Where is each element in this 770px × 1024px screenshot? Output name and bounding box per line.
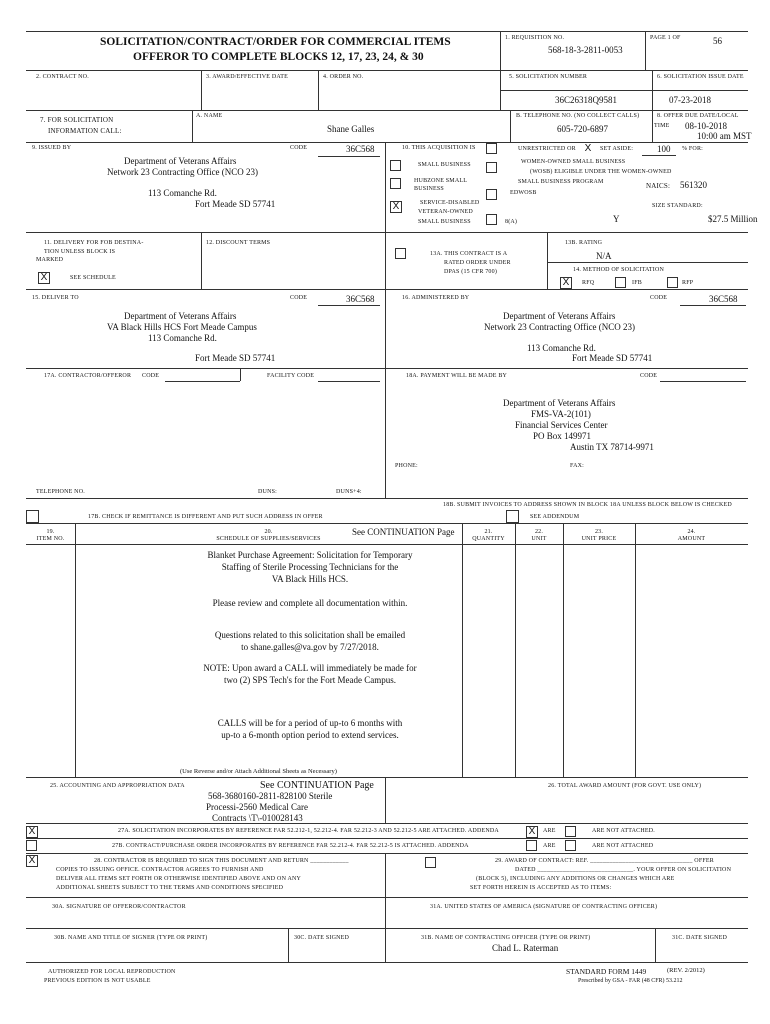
hubzone-checkbox[interactable] [390,178,401,189]
telephone-value: 605-720-6897 [557,124,608,134]
issued-line1: Department of Veterans Affairs [124,156,237,166]
offer-due-label: 8. OFFER DUE DATE/LOCAL [657,113,739,119]
remittance-checkbox[interactable] [26,510,39,523]
edwosb-checkbox[interactable] [486,189,497,200]
delivery-label-2: TION UNLESS BLOCK IS [44,249,116,255]
clause-28-line1: 28. CONTRACTOR IS REQUIRED TO SIGN THIS DOCUMENT AND RETURN ____________ [94,858,349,864]
clause-29-line1: 29. AWARD OF CONTRACT: REF. ________________________________ OFFER [495,858,714,864]
page-label: PAGE 1 OF [650,35,681,41]
clause-27b-are-checkbox[interactable] [526,840,537,851]
clause-28-line2: COPIES TO ISSUING OFFICE. CONTRACTOR AGREES TO FURNISH AND [56,867,264,873]
size-standard-label: SIZE STANDARD: [652,203,703,209]
contact-name: Shane Galles [327,124,375,134]
sdvosb-label-3: SMALL BUSINESS [418,219,471,225]
payment-line1: Department of Veterans Affairs [503,398,616,408]
clause-27b-are-not-checkbox[interactable] [565,840,576,851]
for-solicitation-label: 7. FOR SOLICITATION [40,116,114,124]
ifb-label: IFB [632,280,642,286]
requisition-label: 1. REQUISITION NO. [505,35,565,41]
method-label: 14. METHOD OF SOLICITATION [573,267,665,273]
clause-27a-are-checkbox[interactable]: X [526,826,538,838]
issued-code-label: CODE [290,145,308,151]
co-name-label: 31B. NAME OF CONTRACTING OFFICER (TYPE OR PRINT) [421,935,591,941]
col-unit-price-num: 23. [594,529,604,535]
col-unit-label: UNIT [531,536,547,542]
deliver-line3: 113 Comanche Rd. [148,333,217,343]
admin-code-value: 36C568 [709,294,738,304]
issued-line4: Fort Meade SD 57741 [195,199,276,209]
signature-co-label: 31A. UNITED STATES OF AMERICA (SIGNATURE OF CONTRACTING OFFICER) [430,904,658,910]
payment-label: 18A. PAYMENT WILL BE MADE BY [406,373,508,379]
ifb-checkbox[interactable] [615,277,626,288]
payment-line3: Financial Services Center [515,420,608,430]
clause-27b-text: 27B. CONTRACT/PURCHASE ORDER INCORPORATES BY REFERENCE FAR 52.212-4. FAR 52.212-5 IS ATTACHED. ADDENDA [112,843,469,849]
see-addendum-label: SEE ADDENDUM [530,514,580,520]
accounting-label: 25. ACCOUNTING AND APPROPRIATION DATA [50,783,185,789]
clause-27b-are-not-label: ARE NOT ATTACHED [592,843,654,849]
clause-27a-are-label: ARE [543,828,556,834]
footer-authorized: AUTHORIZED FOR LOCAL REPRODUCTION [48,969,176,975]
sdvosb-label-1: SERVICE-DISABLED [420,200,480,206]
sdvosb-checkbox[interactable]: X [390,201,402,213]
award-date-label: 3. AWARD/EFFECTIVE DATE [206,74,288,80]
payment-line2: FMS-VA-2(101) [531,409,591,419]
set-aside-label: SET ASIDE: [600,146,634,152]
rated-order-checkbox[interactable] [395,248,406,259]
eight-a-label: 8(A) [505,219,518,225]
solicitation-no-value: 36C26318Q9581 [555,95,618,105]
co-name-value: Chad L. Raterman [492,943,559,953]
schedule-description [160,549,460,741]
telephone-label: B. TELEPHONE NO. (NO COLLECT CALLS) [516,113,640,119]
footer-previous-edition: PREVIOUS EDITION IS NOT USABLE [44,978,151,984]
wosb-label-3: SMALL BUSINESS PROGRAM [518,179,604,185]
rating-label: 13B. RATING [565,240,603,246]
footer-revision: (REV. 2/2012) [667,967,705,974]
remittance-label: 17B. CHECK IF REMITTANCE IS DIFFERENT AND PUT SUCH ADDRESS IN OFFER [88,514,323,520]
clause-27a-text: 27A. SOLICITATION INCORPORATES BY REFERENCE FAR 52.212-1, 52.212-4. FAR 52.212-3 AND 52.212-5 ARE ATTACHED. ADDENDA [118,828,499,834]
co-date-label: 31C. DATE SIGNED [672,935,728,941]
desc-p4-line2: two (2) SPS Tech's for the Fort Meade Campus. [223,675,397,685]
administered-label: 16. ADMINISTERED BY [402,295,470,301]
deliver-line1: Department of Veterans Affairs [124,311,237,321]
discount-terms-label: 12. DISCOUNT TERMS [206,240,271,246]
time-label: TIME [654,123,670,129]
desc-p4-line1: NOTE: Upon award a CALL will immediately be made for [203,663,417,673]
payment-line5: Austin TX 78714-9971 [570,442,654,452]
clause-29-line4: SET FORTH HEREIN IS ACCEPTED AS TO ITEMS: [470,885,612,891]
sdvosb-label-2: VETERAN-OWNED [418,209,473,215]
col-item-no-num: 19. [46,529,55,535]
col-unit-num: 22. [534,529,544,535]
acquisition-box[interactable] [486,143,497,154]
issued-by-label: 9. ISSUED BY [32,145,72,151]
signature-offeror-label: 30A. SIGNATURE OF OFFEROR/CONTRACTOR [52,904,186,910]
col-quantity-num: 21. [484,529,493,535]
accounting-see-continuation: See CONTINUATION Page [260,780,374,791]
set-aside-percent: 100 [657,144,671,154]
desc-p1-line1: Blanket Purchase Agreement: Solicitation for Temporary [207,550,413,560]
desc-p3-line1: Questions related to this solicitation shall be emailed [214,630,406,640]
delivery-checkbox[interactable]: X [38,272,50,284]
clause-27a-are-not-checkbox[interactable] [565,826,576,837]
page-total: 56 [713,36,722,46]
hubzone-label-2: BUSINESS [414,186,444,192]
contractor-label: 17A. CONTRACTOR/OFFEROR [44,373,132,379]
submit-invoices-label: 18B. SUBMIT INVOICES TO ADDRESS SHOWN IN BLOCK 18A UNLESS BLOCK BELOW IS CHECKED [443,502,732,508]
small-business-label: SMALL BUSINESS [418,162,471,168]
form-title-line2: OFFEROR TO COMPLETE BLOCKS 12, 17, 23, 24, & 30 [133,51,424,63]
col-quantity-label: QUANTITY [472,536,505,542]
accounting-line3: Contracts \T\-010028143 [212,813,303,823]
eight-a-checkbox[interactable] [486,214,497,225]
solicitation-no-label: 5. SOLICITATION NUMBER [509,74,588,80]
rfp-label: RFP [682,280,694,286]
issued-line2: Network 23 Contracting Office (NCO 23) [107,167,259,177]
footer-form-number: STANDARD FORM 1449 [566,967,647,976]
delivery-label-1: 11. DELIVERY FOR FOB DESTINA- [44,240,144,246]
size-y-value: Y [613,214,620,224]
footer-prescribed: Prescribed by GSA - FAR (48 CFR) 53.212 [578,978,683,984]
col-schedule-label: SCHEDULE OF SUPPLIES/SERVICES [216,536,321,542]
payment-fax-label: FAX: [570,463,585,469]
offer-due-time: 10:00 am MST [697,131,752,141]
admin-line1: Department of Veterans Affairs [503,311,616,321]
rfp-checkbox[interactable] [667,277,678,288]
clause-27a-are-not-label: ARE NOT ATTACHED. [592,828,655,834]
delivery-label-3: MARKED [36,257,64,263]
requisition-value: 568-18-3-2811-0053 [548,45,623,55]
signer-date-label: 30C. DATE SIGNED [294,935,350,941]
col-item-no-label: ITEM NO. [36,536,65,542]
reverse-note: (Use Reverse and/or Attach Additional Sheets as Necessary) [180,768,337,775]
deliver-code-value: 36C568 [346,294,375,304]
information-call-label: INFORMATION CALL: [48,127,122,135]
small-business-checkbox[interactable] [390,160,401,171]
size-standard-value: $27.5 Million [708,214,758,224]
admin-code-label: CODE [650,295,668,301]
solicitation-date-label: 6. SOLICITATION ISSUE DATE [657,74,744,80]
clause-29-line2: DATED ______________________________. YOUR OFFER ON SOLICITATION [515,867,732,873]
desc-p1-line3: VA Black Hills HCS. [271,574,349,584]
see-continuation-schedule: See CONTINUATION Page [352,527,455,537]
telephone-no-label: TELEPHONE NO. [36,489,85,495]
col-amount-num: 24. [687,529,696,535]
clause-28-line3: DELIVER ALL ITEMS SET FORTH OR OTHERWISE IDENTIFIED ABOVE AND ON ANY [56,876,302,882]
unrestricted-label: UNRESTRICTED OR [518,146,576,152]
edwosb-label: EDWOSB [510,190,537,196]
total-award-label: 26. TOTAL AWARD AMOUNT (FOR GOVT. USE ONLY) [548,783,702,789]
col-schedule-num: 20. [264,529,273,535]
duns-label: DUNS: [258,489,278,495]
issued-code-value: 36C568 [346,144,375,154]
clause-28-line4: ADDITIONAL SHEETS SUBJECT TO THE TERMS AND CONDITIONS SPECIFIED [56,885,284,891]
percent-for-label: % FOR: [682,146,704,152]
rfq-label: RFQ [582,280,595,286]
rating-value: N/A [596,251,612,261]
see-schedule-label: SEE SCHEDULE [70,275,116,281]
accounting-line2: Processi-2560 Medical Care [206,802,308,812]
naics-label: NAICS: [646,182,671,190]
clause-28-checkbox[interactable]: X [26,855,38,867]
contract-no-label: 2. CONTRACT NO. [36,74,89,80]
hubzone-label-1: HUBZONE SMALL [414,178,468,184]
payment-phone-label: PHONE: [395,463,418,469]
desc-p2: Please review and complete all documentation within. [212,598,408,608]
form-title-line1: SOLICITATION/CONTRACT/ORDER FOR COMMERCIAL ITEMS [100,36,451,48]
duns4-label: DUNS+4: [336,489,362,495]
facility-code-label: FACILITY CODE [267,373,315,379]
payment-line4: PO Box 149971 [533,431,592,441]
wosb-checkbox[interactable] [486,162,497,173]
rfq-checkbox[interactable]: X [560,277,572,289]
unrestricted-checkbox[interactable]: X [584,143,592,154]
deliver-to-label: 15. DELIVER TO [32,295,79,301]
admin-line2: Network 23 Contracting Office (NCO 23) [484,322,636,332]
clause-29-line3: (BLOCK 5), INCLUDING ANY ADDITIONS OR CHANGES WHICH ARE [476,876,675,882]
col-unit-price-label: UNIT PRICE [581,536,617,542]
issued-line3: 113 Comanche Rd. [148,188,217,198]
col-amount-label: AMOUNT [677,536,706,542]
rated-order-label-3: DPAS (15 CFR 700) [444,269,498,275]
deliver-code-label: CODE [290,295,308,301]
wosb-label-1: WOMEN-OWNED SMALL BUSINESS [521,159,626,165]
clause-29-checkbox[interactable] [425,857,436,868]
accounting-line1: 568-3680160-2811-828100 Sterile [208,791,333,801]
naics-value: 561320 [680,180,707,190]
contractor-code-label: CODE [142,373,160,379]
desc-p1-line2: Staffing of Sterile Processing Technicians for the [221,562,399,572]
solicitation-date-value: 07-23-2018 [669,95,711,105]
desc-p5-line2: up-to a 6-month option period to extend services. [221,730,399,740]
admin-line3: 113 Comanche Rd. [527,343,596,353]
acquisition-label: 10. THIS ACQUISITION IS [402,145,476,151]
name-label: A. NAME [196,113,223,119]
deliver-line4: Fort Meade SD 57741 [195,353,276,363]
rated-order-label-1: 13A. THIS CONTRACT IS A [430,251,508,257]
clause-27b-checkbox[interactable] [26,840,37,851]
admin-line4: Fort Meade SD 57741 [572,353,653,363]
desc-p3-line2: to shane.galles@va.gov by 7/27/2018. [241,642,379,652]
clause-27b-are-label: ARE [543,843,556,849]
deliver-line2: VA Black Hills HCS Fort Meade Campus [107,322,257,332]
clause-27a-checkbox[interactable]: X [26,826,38,838]
wosb-label-2: (WOSB) ELIGIBLE UNDER THE WOMEN-OWNED [530,169,672,175]
offer-due-date: 08-10-2018 [685,121,727,131]
see-addendum-checkbox[interactable] [506,510,519,523]
payment-code-label: CODE [640,373,658,379]
signer-name-label: 30B. NAME AND TITLE OF SIGNER (TYPE OR PRINT) [54,935,208,941]
order-no-label: 4. ORDER NO. [323,74,364,80]
desc-p5-line1: CALLS will be for a period of up-to 6 months with [217,718,403,728]
rated-order-label-2: RATED ORDER UNDER [444,260,511,266]
